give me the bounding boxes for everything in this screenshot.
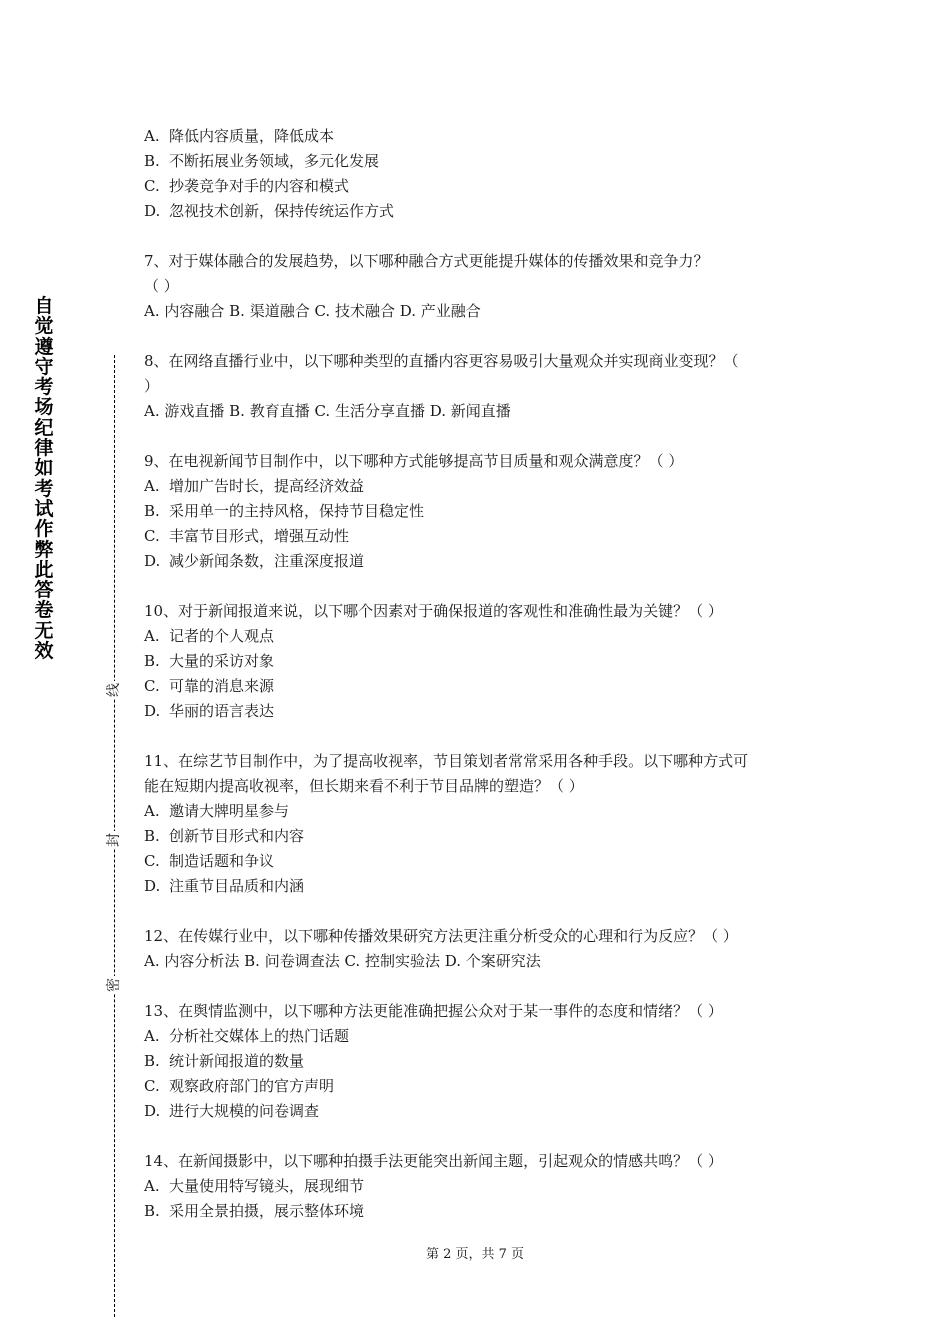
question-14-stem: 14、在新闻摄影中，以下哪种拍摄手法更能突出新闻主题，引起观众的情感共鸣？（ ）: [144, 1152, 723, 1170]
exam-discipline-notice: 自觉遵守考场纪律如考试作弊此答卷无效: [34, 295, 54, 663]
question-8-options: A. 游戏直播 B. 教育直播 C. 生活分享直播 D. 新闻直播: [144, 402, 511, 420]
question-11-stem: 11、在综艺节目制作中，为了提高收视率，节目策划者常常采用各种手段。以下哪种方式可: [144, 752, 749, 770]
question-11-option-b: B. 创新节目形式和内容: [144, 827, 305, 845]
question-11-stem-continued: 能在短期内提高收视率，但长期来看不利于节目品牌的塑造？（ ）: [144, 777, 584, 795]
question-9-stem: 9、在电视新闻节目制作中，以下哪种方式能够提高节目质量和观众满意度？（ ）: [144, 452, 684, 470]
question-10-option-b: B. 大量的采访对象: [144, 652, 275, 670]
page-number-footer: 第 2 页，共 7 页: [425, 1247, 525, 1262]
question-10: [144, 599, 814, 724]
binding-mark-line: 线: [106, 683, 122, 697]
question-10-option-d: D. 华丽的语言表达: [144, 702, 275, 720]
question-7-stem-continued: （ ）: [144, 277, 179, 295]
question-6-option-c: C. 抄袭竞争对手的内容和模式: [144, 177, 350, 195]
question-6-option-a: A. 降低内容质量，降低成本: [144, 127, 335, 145]
question-11-option-a: A. 邀请大牌明星参与: [144, 802, 290, 820]
question-14-option-b: B. 采用全景拍摄，展示整体环境: [144, 1202, 365, 1220]
question-13: [144, 999, 814, 1124]
question-7-stem: 7、对于媒体融合的发展趋势，以下哪种融合方式更能提升媒体的传播效果和竞争力？: [144, 252, 709, 270]
question-6-option-b: B. 不断拓展业务领域，多元化发展: [144, 152, 380, 170]
question-7-options: A. 内容融合 B. 渠道融合 C. 技术融合 D. 产业融合: [144, 302, 481, 320]
question-12-stem: 12、在传媒行业中，以下哪种传播效果研究方法更注重分析受众的心理和行为反应？（ ）: [144, 927, 738, 945]
question-12: [144, 924, 814, 974]
question-9-option-b: B. 采用单一的主持风格，保持节目稳定性: [144, 502, 425, 520]
binding-mark-secret: 密: [106, 978, 122, 992]
question-13-option-c: C. 观察政府部门的官方声明: [144, 1077, 335, 1095]
question-14: [144, 1149, 814, 1224]
question-14-option-a: A. 大量使用特写镜头，展现细节: [144, 1177, 365, 1195]
question-9-option-a: A. 增加广告时长，提高经济效益: [144, 477, 365, 495]
question-11: [144, 749, 814, 899]
question-9-option-c: C. 丰富节目形式，增强互动性: [144, 527, 350, 545]
question-11-option-d: D. 注重节目品质和内涵: [144, 877, 305, 895]
question-10-option-a: A. 记者的个人观点: [144, 627, 275, 645]
question-13-option-a: A. 分析社交媒体上的热门话题: [144, 1027, 350, 1045]
question-13-option-b: B. 统计新闻报道的数量: [144, 1052, 305, 1070]
question-12-options: A. 内容分析法 B. 问卷调查法 C. 控制实验法 D. 个案研究法: [144, 952, 541, 970]
exam-content: [144, 124, 814, 1249]
binding-mark-seal: 封: [106, 833, 122, 847]
question-6-option-d: D. 忽视技术创新，保持传统运作方式: [144, 202, 395, 220]
question-9-option-d: D. 减少新闻条数，注重深度报道: [144, 552, 365, 570]
question-13-stem: 13、在舆情监测中，以下哪种方法更能准确把握公众对于某一事件的态度和情绪？（ ）: [144, 1002, 723, 1020]
question-9: [144, 449, 814, 574]
question-10-option-c: C. 可靠的消息来源: [144, 677, 275, 695]
question-10-stem: 10、对于新闻报道来说，以下哪个因素对于确保报道的客观性和准确性最为关键？（ ）: [144, 602, 723, 620]
question-8-stem-continued: ）: [144, 377, 160, 395]
question-6: [144, 124, 814, 224]
question-8: [144, 349, 814, 424]
question-7: [144, 249, 814, 324]
question-13-option-d: D. 进行大规模的问卷调查: [144, 1102, 320, 1120]
question-11-option-c: C. 制造话题和争议: [144, 852, 275, 870]
question-8-stem: 8、在网络直播行业中，以下哪种类型的直播内容更容易吸引大量观众并实现商业变现？（: [144, 352, 739, 370]
